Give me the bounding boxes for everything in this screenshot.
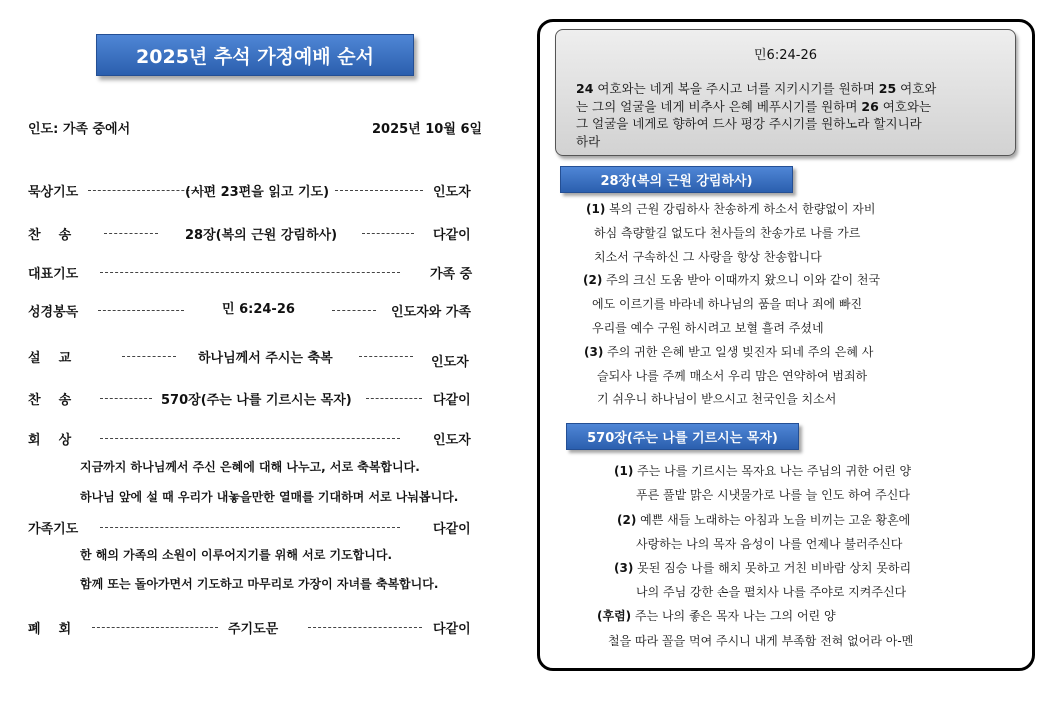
- scripture-line: [576, 115, 1006, 133]
- order-role: 인도자와 가족: [391, 305, 471, 320]
- order-row-closing: [28, 618, 478, 638]
- order-detail: 민 6:24-26: [222, 302, 295, 317]
- lyric-line: 우리를 예수 구원 하시려고 보혈 흘려 주셨네: [592, 321, 824, 335]
- prayer-note: 함께 또는 돌아가면서 기도하고 마무리로 가장이 자녀를 축복합니다.: [80, 577, 439, 591]
- leader-dots: [98, 310, 184, 311]
- page-title: 2025년 추석 가정예배 순서: [96, 34, 414, 76]
- verse-number: 25: [878, 81, 897, 96]
- reflection-note: 지금까지 하나님께서 주신 은혜에 대해 나누고, 서로 축복합니다.: [80, 460, 420, 474]
- verse-text: 그 얼굴을 네게로 향하여 드사 평강 주시기를 원하노라 할지니라: [576, 116, 922, 131]
- scripture-line: [576, 80, 1006, 98]
- order-row-reflection: [28, 429, 478, 449]
- order-detail: 28장(복의 근원 강림하사): [185, 228, 338, 243]
- lyric-line: 슬되사 나를 주께 매소서 우리 맘은 연약하여 범죄하: [597, 369, 868, 383]
- order-label: 찬 송: [28, 393, 72, 408]
- order-detail: (시편 23편을 읽고 기도): [185, 185, 330, 200]
- order-label: 찬 송: [28, 228, 72, 243]
- lyric-line: 푸른 풀밭 맑은 시냇물가로 나를 늘 인도 하여 주신다: [636, 488, 910, 502]
- order-detail: 570장(주는 나를 기르시는 목자): [161, 393, 352, 408]
- verse-text: 여호와는 네게 복을 주시고 너를 지키시기를 원하며: [593, 81, 879, 96]
- scripture-line: [576, 133, 1006, 151]
- order-label: 대표기도: [28, 267, 79, 282]
- order-row-hymn-2: [28, 389, 478, 409]
- lyric-line: (2) 주의 크신 도움 받아 이때까지 왔으니 이와 같이 천국: [583, 273, 881, 287]
- order-row-representative-prayer: [28, 263, 478, 283]
- lyric-line: 기 쉬우니 하나님이 받으시고 천국인을 치소서: [597, 392, 837, 406]
- order-label: 성경봉독: [28, 305, 79, 320]
- scripture-reference: 민6:24-26: [754, 48, 817, 63]
- order-label: 폐 회: [28, 622, 72, 637]
- lyric-line: (1) 주는 나를 기르시는 목자요 나는 주님의 귀한 어린 양: [614, 464, 912, 478]
- reflection-note: 하나님 앞에 설 때 우리가 내놓을만한 열매를 기대하며 서로 나눠봅니다.: [80, 490, 459, 504]
- order-role: 인도자: [433, 433, 471, 448]
- leader-info: 인도: 가족 중에서: [28, 122, 131, 137]
- verse-number: 24: [576, 81, 594, 96]
- lyric-line: (3) 못된 짐승 나를 해치 못하고 거친 비바람 상치 못하리: [614, 561, 912, 575]
- leader-dots: [122, 356, 176, 357]
- order-label: 가족기도: [28, 522, 79, 537]
- leader-dots: [100, 398, 152, 399]
- leader-dots: [308, 627, 422, 628]
- hymn-570-heading: 570장(주는 나를 기르시는 목자): [566, 423, 799, 450]
- order-role: 다같이: [433, 228, 471, 243]
- prayer-note: 한 해의 가족의 소원이 이루어지기를 위해 서로 기도합니다.: [80, 548, 393, 562]
- leader-dots: [92, 627, 218, 628]
- order-row-family-prayer: [28, 518, 478, 538]
- order-detail: 하나님께서 주시는 축복: [198, 351, 333, 366]
- order-detail: 주기도문: [228, 622, 279, 637]
- hymn-28-heading: 28장(복의 근원 강림하사): [560, 166, 793, 193]
- leader-dots: [332, 310, 376, 311]
- order-role: 다같이: [433, 393, 471, 408]
- lyric-line: 하심 측량할길 없도다 천사들의 찬송가로 나를 가르: [594, 226, 861, 240]
- order-row-sermon: [28, 347, 478, 370]
- order-label: 회 상: [28, 433, 72, 448]
- lyric-line: (후렴) 주는 나의 좋은 목자 나는 그의 어린 양: [597, 609, 836, 623]
- leader-dots: [366, 398, 422, 399]
- lyric-line: (2) 예쁜 새들 노래하는 아침과 노을 비끼는 고운 황혼에: [617, 513, 911, 527]
- lyric-line: 철을 따라 꼴을 먹여 주시니 내게 부족함 전혀 없어라 아-멘: [608, 634, 914, 648]
- verse-text: 하라: [576, 133, 601, 149]
- verse-text: 여호와: [896, 81, 937, 96]
- leader-dots: [359, 356, 413, 357]
- service-date: 2025년 10월 6일: [372, 122, 483, 137]
- order-role: 다같이: [433, 522, 471, 537]
- lyric-line: 사랑하는 나의 목자 음성이 나를 언제나 불러주신다: [636, 537, 903, 551]
- lyric-line: 에도 이르기를 바라네 하나님의 품을 떠나 죄에 빠진: [592, 297, 863, 311]
- scripture-box: [555, 29, 1016, 156]
- verse-number: 26: [861, 98, 879, 114]
- order-role: 인도자: [431, 355, 469, 370]
- scripture-text: [576, 80, 1006, 150]
- leader-dots: [100, 272, 400, 273]
- leader-dots: [335, 190, 423, 191]
- lyric-line: 나의 주님 강한 손을 펼치사 나를 주야로 지켜주신다: [636, 585, 907, 599]
- leader-dots: [362, 233, 414, 234]
- verse-text: 여호와는: [878, 98, 932, 114]
- leader-dots: [100, 527, 400, 528]
- order-row-meditation: [28, 181, 478, 201]
- leader-dots: [100, 438, 400, 439]
- order-role: 가족 중: [430, 267, 473, 282]
- lyric-line: (1) 복의 근원 강림하사 찬송하게 하소서 한량없이 자비: [586, 202, 876, 216]
- order-label: 설 교: [28, 351, 72, 366]
- order-role: 다같이: [433, 622, 471, 637]
- lyric-line: 치소서 구속하신 그 사랑을 항상 찬송합니다: [594, 250, 822, 264]
- leader-dots: [104, 233, 158, 234]
- order-label: 묵상기도: [28, 185, 79, 200]
- lyric-line: (3) 주의 귀한 은혜 받고 일생 빚진자 되네 주의 은혜 사: [584, 345, 874, 359]
- verse-text: 는 그의 얼굴을 네게 비추사 은혜 베푸시기를 원하며: [576, 98, 862, 114]
- order-role: 인도자: [433, 185, 471, 200]
- order-row-scripture-reading: [28, 301, 478, 321]
- order-row-hymn-1: [28, 224, 478, 244]
- scripture-line: [576, 98, 1006, 116]
